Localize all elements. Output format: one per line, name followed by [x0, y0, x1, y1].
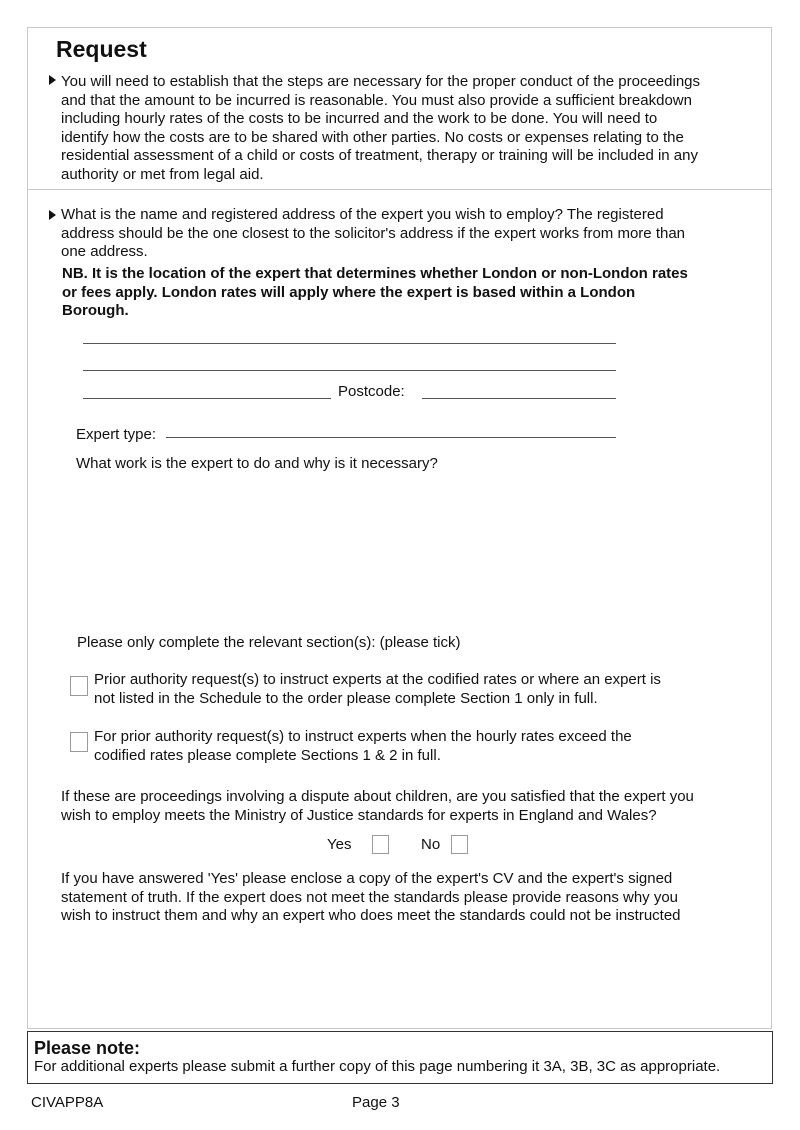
option-line: codified rates please complete Sections 1 & 2 in full. — [94, 746, 441, 764]
question-line: one address. — [61, 243, 148, 261]
bullet-arrow-icon — [49, 75, 56, 85]
followup-line: statement of truth. If the expert does not meet the standards please provide reasons why you — [61, 888, 679, 906]
intro-line: and that the amount to be incurred is reasonable. You must also provide a sufficient breakdown — [61, 91, 692, 109]
option-line: Prior authority request(s) to instruct experts at the codified rates or where an expert is — [94, 671, 661, 688]
nb-line: NB. It is the location of the expert that determines whether London or non-London rates — [62, 265, 688, 282]
followup-line: wish to instruct them and why an expert who does meet the standards could not be instructed — [61, 907, 681, 925]
followup-line: If you have answered 'Yes' please enclose a copy of the expert's CV and the expert's signed — [61, 870, 673, 887]
intro-line: residential assessment of a child or costs of treatment, therapy or training will be included in any — [61, 147, 698, 165]
section1-checkbox[interactable] — [70, 676, 88, 696]
nb-line: or fees apply. London rates will apply where the expert is based within a London — [62, 283, 636, 301]
address-line-1[interactable] — [83, 343, 616, 344]
standards-followup — [61, 870, 681, 926]
question-line: If these are proceedings involving a dispute about children, are you satisfied that the expert you — [61, 788, 694, 805]
question-line: address should be the one closest to the solicitor's address if the expert works from more than — [61, 224, 686, 242]
option-line: not listed in the Schedule to the order please complete Section 1 only in full. — [94, 689, 598, 707]
note-text: For additional experts please submit a further copy of this page numbering it 3A, 3B, 3C as appropriate. — [34, 1058, 721, 1075]
page-number: Page 3 — [352, 1094, 400, 1111]
section1-option — [94, 671, 661, 708]
question-line: wish to employ meets the Ministry of Justice standards for experts in England and Wales? — [61, 806, 657, 824]
standards-reasons-area[interactable] — [61, 930, 751, 1020]
postcode-input[interactable] — [422, 398, 616, 399]
note-title: Please note: — [34, 1038, 141, 1058]
sections-instruction: Please only complete the relevant section(s): (please tick) — [77, 634, 461, 651]
request-heading: Request — [56, 36, 147, 62]
question-line: What is the name and registered address of the expert you wish to employ? The registered — [61, 206, 664, 223]
request-intro — [61, 73, 700, 185]
work-answer-area[interactable] — [76, 478, 736, 618]
expert-type-input[interactable] — [166, 437, 616, 438]
work-question: What work is the expert to do and why is it necessary? — [76, 455, 438, 472]
form-code: CIVAPP8A — [31, 1094, 104, 1111]
yes-label: Yes — [327, 836, 352, 853]
nb-notice — [62, 265, 688, 321]
intro-line: You will need to establish that the steps are necessary for the proper conduct of the proceedings — [61, 73, 701, 90]
option-line: For prior authority request(s) to instruct experts when the hourly rates exceed the — [94, 728, 632, 745]
no-label: No — [421, 836, 441, 853]
nb-line: Borough. — [62, 302, 129, 320]
yes-checkbox[interactable] — [372, 835, 389, 854]
section2-checkbox[interactable] — [70, 732, 88, 752]
no-checkbox[interactable] — [451, 835, 468, 854]
expert-question — [61, 206, 685, 262]
address-line-2[interactable] — [83, 370, 616, 371]
expert-type-label: Expert type: — [76, 426, 157, 443]
standards-question — [61, 788, 694, 825]
intro-line: authority or met from legal aid. — [61, 165, 264, 183]
intro-line: including hourly rates of the costs to be incurred and the work to be done. You will need to — [61, 110, 658, 128]
bullet-arrow-icon — [49, 210, 56, 220]
address-line-3[interactable] — [83, 398, 331, 399]
section-divider — [28, 189, 771, 190]
postcode-label: Postcode: — [338, 383, 405, 400]
intro-line: identify how the costs are to be shared with other parties. No costs or expenses relating to the — [61, 128, 684, 146]
section2-option — [94, 728, 632, 765]
